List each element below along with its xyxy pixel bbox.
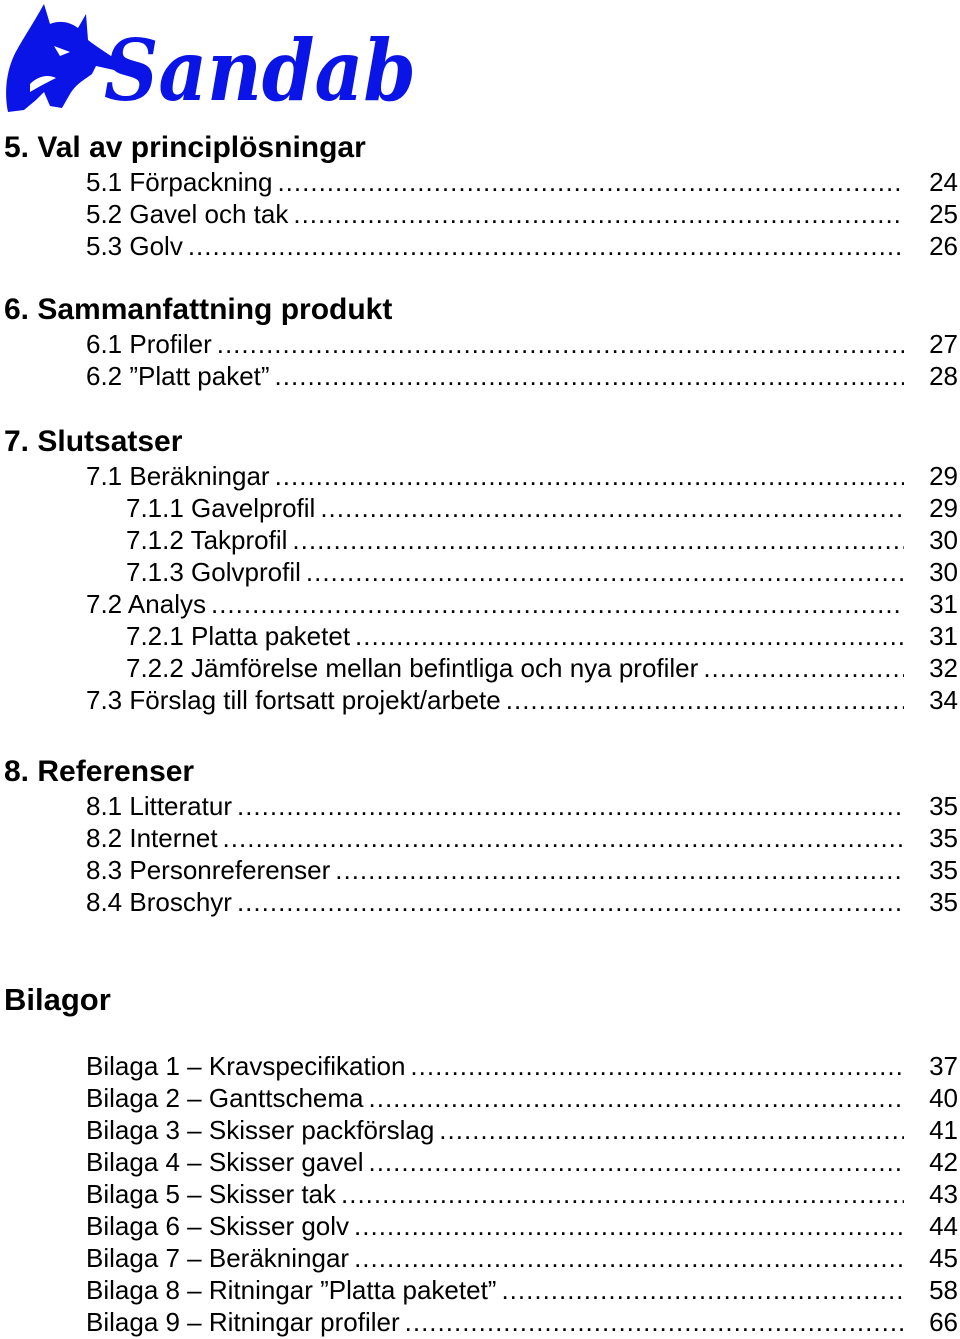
dot-leader — [275, 360, 904, 392]
toc-entry-label: Bilaga 2 – Ganttschema — [86, 1083, 364, 1113]
toc-entry-label: Bilaga 3 – Skisser packförslag — [86, 1115, 435, 1145]
toc-entry-page-number: 30 — [929, 557, 958, 587]
toc-entry-page-number: 42 — [929, 1147, 958, 1177]
toc-entry[interactable] — [86, 1306, 958, 1338]
toc-entry-page-number: 31 — [929, 621, 958, 651]
dot-leader — [439, 1114, 904, 1146]
toc-entry-label: Bilaga 6 – Skisser golv — [86, 1211, 350, 1241]
dot-leader — [405, 1306, 904, 1338]
section-heading: 6. Sammanfattning produkt — [4, 293, 393, 326]
toc-entry-label: 7.2 Analys — [86, 589, 206, 619]
toc-entry[interactable] — [86, 328, 958, 360]
toc-entry-label: 7.1.1 Gavelprofil — [126, 493, 316, 523]
toc-entry[interactable] — [126, 492, 958, 524]
toc-entry-page-number: 35 — [929, 855, 958, 885]
toc-entry-label: 7.1 Beräkningar — [86, 461, 270, 491]
toc-entry[interactable] — [86, 166, 958, 198]
dot-leader — [223, 822, 904, 854]
toc-entry-label: 7.2.2 Jämförelse mellan befintliga och nya profiler — [126, 653, 699, 683]
toc-entry-label: 7.3 Förslag till fortsatt projekt/arbete — [86, 685, 501, 715]
dot-leader — [335, 854, 904, 886]
toc-entry-page-number: 28 — [929, 361, 958, 391]
dot-leader — [506, 684, 904, 716]
dot-leader — [188, 230, 904, 262]
toc-entry-page-number: 43 — [929, 1179, 958, 1209]
toc-entry-page-number: 29 — [929, 461, 958, 491]
toc-entry-label: Bilaga 9 – Ritningar profiler — [86, 1307, 400, 1337]
toc-entry[interactable] — [86, 230, 958, 262]
toc-entry-page-number: 44 — [929, 1211, 958, 1241]
dot-leader — [354, 1210, 904, 1242]
toc-entry-page-number: 37 — [929, 1051, 958, 1081]
toc-entry[interactable] — [86, 1114, 958, 1146]
dot-leader — [275, 460, 904, 492]
toc-entry-page-number: 35 — [929, 823, 958, 853]
toc-entry-page-number: 40 — [929, 1083, 958, 1113]
toc-entry-label: 5.3 Golv — [86, 231, 183, 261]
dot-leader — [341, 1178, 904, 1210]
toc-entry[interactable] — [86, 1146, 958, 1178]
toc-entry[interactable] — [86, 1210, 958, 1242]
toc-entry-page-number: 66 — [929, 1307, 958, 1337]
toc-entry[interactable] — [86, 198, 958, 230]
toc-entry[interactable] — [86, 460, 958, 492]
dot-leader — [410, 1050, 904, 1082]
toc-entry-label: 8.3 Personreferenser — [86, 855, 331, 885]
dot-leader — [277, 166, 904, 198]
toc-entry-label: Bilaga 4 – Skisser gavel — [86, 1147, 364, 1177]
logo-wordmark: Sandab — [104, 21, 416, 118]
toc-entry-label: Bilaga 7 – Beräkningar — [86, 1243, 350, 1273]
section-heading: Bilagor — [4, 982, 111, 1017]
toc-entry-label: 5.1 Förpackning — [86, 167, 273, 197]
toc-entry-label: 5.2 Gavel och tak — [86, 199, 289, 229]
toc-entry[interactable] — [86, 886, 958, 918]
toc-entry-page-number: 24 — [929, 167, 958, 197]
dot-leader — [501, 1274, 904, 1306]
toc-entry-label: Bilaga 1 – Kravspecifikation — [86, 1051, 406, 1081]
toc-entry[interactable] — [126, 524, 958, 556]
toc-entry-label: 7.1.2 Takprofil — [126, 525, 288, 555]
toc-entry-page-number: 32 — [929, 653, 958, 683]
toc-entry-label: 7.2.1 Platta paketet — [126, 621, 351, 651]
toc-entry-page-number: 26 — [929, 231, 958, 261]
dot-leader — [292, 524, 904, 556]
toc-entry-label: 6.2 ”Platt paket” — [86, 361, 270, 391]
toc-entry[interactable] — [126, 620, 958, 652]
dot-leader — [354, 1242, 904, 1274]
toc-entry[interactable] — [86, 790, 958, 822]
toc-entry[interactable] — [86, 588, 958, 620]
toc-entry-page-number: 35 — [929, 887, 958, 917]
toc-entry-page-number: 31 — [929, 589, 958, 619]
toc-entry-label: 8.1 Litteratur — [86, 791, 232, 821]
dot-leader — [237, 886, 904, 918]
dot-leader — [368, 1146, 904, 1178]
toc-entry[interactable] — [86, 854, 958, 886]
dot-leader — [306, 556, 904, 588]
section-heading: 5. Val av principlösningar — [4, 131, 366, 164]
toc-entry[interactable] — [86, 684, 958, 716]
toc-entry[interactable] — [86, 1274, 958, 1306]
dot-leader — [355, 620, 904, 652]
dot-leader — [211, 588, 904, 620]
toc-entry[interactable] — [86, 1178, 958, 1210]
toc-entry[interactable] — [126, 556, 958, 588]
dot-leader — [293, 198, 904, 230]
dot-leader — [320, 492, 904, 524]
toc-entry-label: Bilaga 8 – Ritningar ”Platta paketet” — [86, 1275, 497, 1305]
dot-leader — [217, 328, 904, 360]
toc-entry-page-number: 45 — [929, 1243, 958, 1273]
toc-entry[interactable] — [86, 1050, 958, 1082]
toc-entry-page-number: 41 — [929, 1115, 958, 1145]
toc-entry-page-number: 27 — [929, 329, 958, 359]
section-heading: 8. Referenser — [4, 755, 195, 788]
toc-entry-label: 6.1 Profiler — [86, 329, 212, 359]
toc-entry-page-number: 58 — [929, 1275, 958, 1305]
toc-entry-label: 7.1.3 Golvprofil — [126, 557, 301, 587]
section-heading: 7. Slutsatser — [4, 425, 183, 458]
dot-leader — [703, 652, 904, 684]
toc-entry[interactable] — [86, 1082, 958, 1114]
toc-entry[interactable] — [86, 360, 958, 392]
toc-entry-label: Bilaga 5 – Skisser tak — [86, 1179, 337, 1209]
toc-entry-page-number: 34 — [929, 685, 958, 715]
toc-entry-page-number: 29 — [929, 493, 958, 523]
toc-entry[interactable] — [86, 1242, 958, 1274]
toc-entry-page-number: 30 — [929, 525, 958, 555]
toc-entry-page-number: 25 — [929, 199, 958, 229]
toc-entry[interactable] — [126, 652, 958, 684]
toc-entry-label: 8.2 Internet — [86, 823, 218, 853]
toc-entry[interactable] — [86, 822, 958, 854]
dot-leader — [237, 790, 904, 822]
toc-entry-page-number: 35 — [929, 791, 958, 821]
dot-leader — [369, 1082, 905, 1114]
toc-entry-label: 8.4 Broschyr — [86, 887, 232, 917]
